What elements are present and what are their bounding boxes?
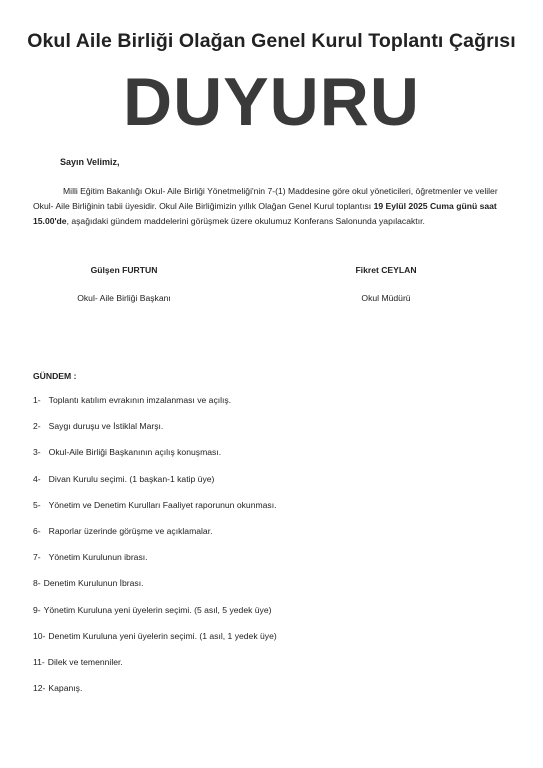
salutation: Sayın Velimiz,: [60, 157, 120, 167]
agenda-number: 2-: [33, 421, 41, 432]
agenda-number: 6-: [33, 525, 41, 536]
agenda-list: [33, 395, 513, 709]
meeting-date-time: 19 Eylül 2025 Cuma günü saat 15.00'de: [33, 201, 497, 226]
agenda-item: [33, 683, 513, 709]
agenda-item: [33, 500, 513, 526]
agenda-number: 12-: [33, 683, 46, 694]
agenda-item: [33, 447, 513, 473]
agenda-item: [33, 578, 513, 604]
agenda-text: Yönetim Kurulunun ibrası.: [48, 552, 148, 563]
agenda-item: [33, 552, 513, 578]
agenda-number: 7-: [33, 552, 41, 563]
agenda-number: 10-: [33, 630, 46, 641]
agenda-number: 9-: [33, 604, 41, 615]
agenda-item: [33, 474, 513, 500]
agenda-item: [33, 605, 513, 631]
agenda-text: Denetim Kuruluna yeni üyelerin seçimi. (1 asıl, 1 yedek üye): [48, 630, 277, 641]
agenda-number: 1-: [33, 395, 41, 405]
body-text-part2: , aşağıdaki gündem maddelerini görüşmek üzere okulumuz Konferans Salonunda yapılacaktır.: [66, 216, 425, 226]
signatory-role: Okul Müdürü: [361, 293, 411, 303]
signature-left: [24, 265, 224, 303]
agenda-item: [33, 631, 513, 657]
agenda-item: [33, 526, 513, 552]
agenda-text: Yönetim ve Denetim Kurulları Faaliyet raporunun okunması.: [48, 499, 277, 510]
agenda-item: [33, 421, 513, 447]
agenda-text: Dilek ve temenniler.: [47, 656, 123, 667]
agenda-text: Saygı duruşu ve İstiklal Marşı.: [48, 421, 164, 432]
agenda-item: [33, 395, 513, 421]
signatory-name: Fikret CEYLAN: [355, 265, 417, 275]
agenda-number: 11-: [33, 656, 45, 667]
body-text-part1: Milli Eğitim Bakanlığı Okul- Aile Birliği Yönetmeliği'nin 7-(1) Maddesine göre okul yöneticileri, öğretmenler ve veliler Okul- Aile Birliğinin tabii üyesidir. Okul Aile Birliğimizin yıllık Olağan Genel Kurul toplantısı: [33, 186, 498, 211]
signature-right: [286, 265, 486, 303]
agenda-number: 8-: [33, 578, 41, 589]
document-title: Okul Aile Birliği Olağan Genel Kurul Toplantı Çağrısı: [27, 30, 516, 52]
agenda-text: Yönetim Kuruluna yeni üyelerin seçimi. (5 asıl, 5 yedek üye): [43, 604, 272, 615]
announcement-body: [33, 184, 511, 229]
announcement-headline: DUYURU: [123, 64, 420, 140]
agenda-number: 4-: [33, 473, 41, 484]
agenda-text: Okul-Aile Birliği Başkanının açılış konuşması.: [48, 447, 222, 458]
agenda-title: GÜNDEM :: [33, 371, 77, 381]
agenda-text: Kapanış.: [48, 683, 83, 694]
agenda-number: 3-: [33, 447, 41, 458]
signatory-name: Gülşen FURTUN: [90, 265, 158, 275]
agenda-text: Divan Kurulu seçimi. (1 başkan-1 katip üye): [48, 473, 215, 484]
agenda-text: Toplantı katılım evrakının imzalanması ve açılış.: [48, 395, 232, 405]
agenda-item: [33, 657, 513, 683]
signatory-role: Okul- Aile Birliği Başkanı: [77, 293, 171, 303]
agenda-text: Denetim Kurulunun İbrası.: [43, 578, 144, 589]
agenda-number: 5-: [33, 499, 41, 510]
agenda-text: Raporlar üzerinde görüşme ve açıklamalar.: [48, 525, 213, 536]
